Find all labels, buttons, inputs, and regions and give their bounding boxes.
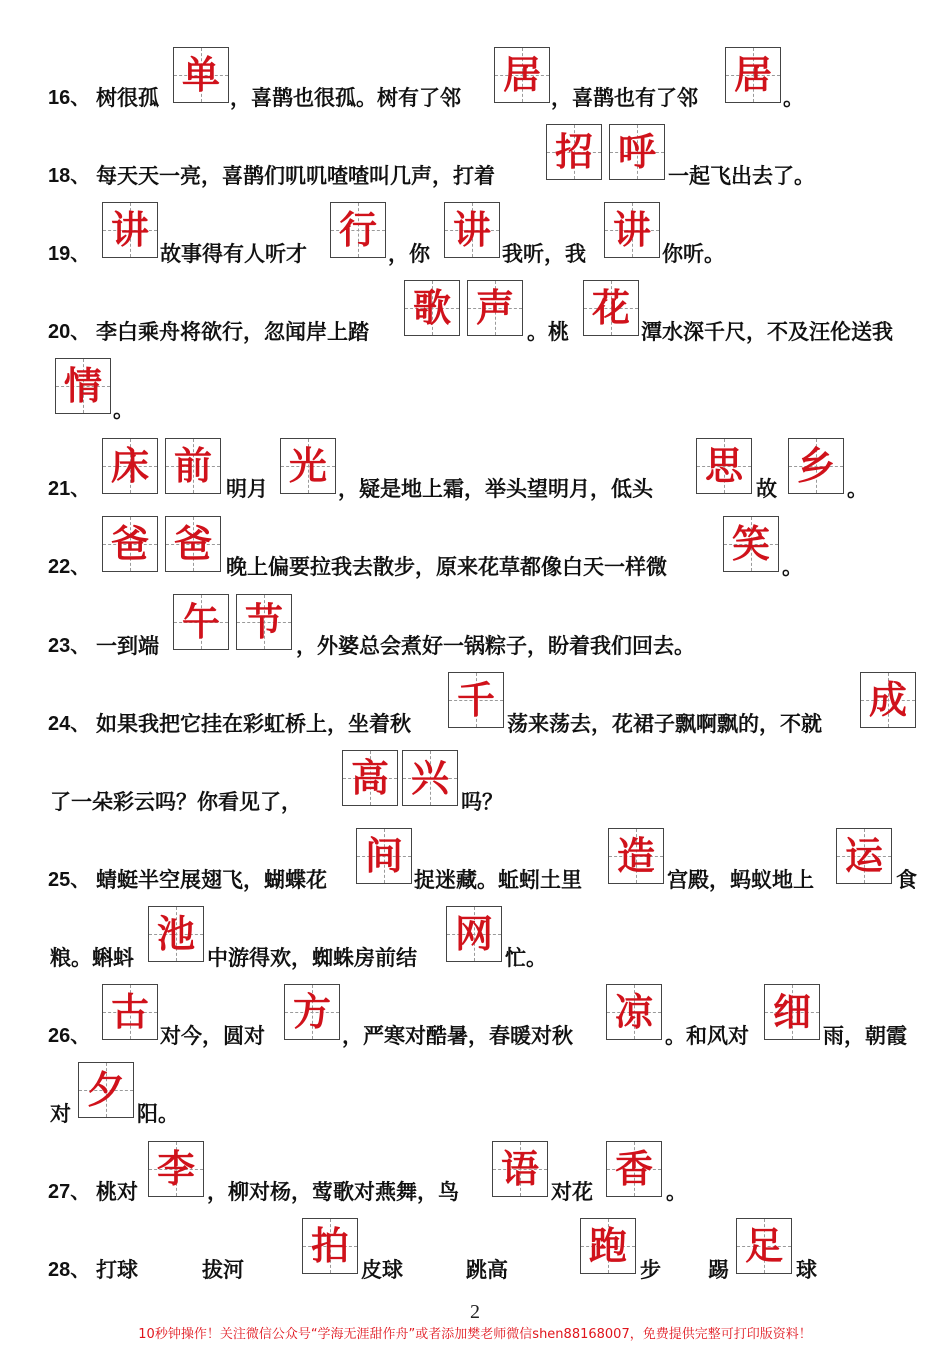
question-number: 27、 [48,1181,91,1203]
answer-character: 前 [173,443,212,488]
text: 。和风对 [665,1023,749,1048]
answer-character: 招 [554,129,593,174]
text: 。 [847,476,868,501]
answer-box [280,438,336,494]
page-number: 2 [470,1301,480,1323]
answer-box [78,1062,134,1118]
answer-box [494,47,550,103]
answer-character: 香 [614,1146,653,1191]
text: 阳。 [137,1101,179,1126]
answer-box [148,1141,204,1197]
answer-box [102,516,158,572]
answer-box [236,594,292,650]
answer-box [102,984,158,1040]
answer-character: 爸 [173,521,212,566]
answer-box [102,202,158,258]
answer-character: 花 [591,285,630,330]
text: 一起飞出去了。 [668,163,815,188]
answer-box [696,438,752,494]
answer-box [165,438,221,494]
answer-box [609,124,665,180]
answer-character: 语 [500,1146,539,1191]
answer-box [148,906,204,962]
text: 荡来荡去，花裙子飘啊飘的，不就 [507,711,822,736]
answer-character: 高 [350,755,389,800]
text: 每天天一亮，喜鹊们叽叽喳喳叫几声，打着 [96,163,495,188]
text: 皮球 [361,1257,403,1282]
text: 对花 [551,1179,593,1204]
text: 。 [666,1179,687,1204]
answer-character: 思 [704,443,743,488]
text: ，柳对杨，莺歌对燕舞，鸟 [207,1179,459,1204]
text: 。 [113,397,134,422]
text: ，你 [388,241,430,266]
question-number: 20、 [48,321,91,343]
text: 对 [50,1101,71,1126]
answer-box [444,202,500,258]
answer-character: 呼 [617,129,656,174]
text: ，严寒对酷暑，春暖对秋 [342,1023,573,1048]
text: 拔河 [202,1257,244,1282]
answer-box [604,202,660,258]
text: 对今，圆对 [160,1023,265,1048]
answer-character: 床 [110,443,149,488]
answer-box [402,750,458,806]
answer-character: 凉 [614,989,653,1034]
answer-box [165,516,221,572]
answer-box [606,1141,662,1197]
answer-character: 光 [288,443,327,488]
answer-box [836,828,892,884]
answer-box [356,828,412,884]
answer-character: 古 [110,989,149,1034]
answer-box [764,984,820,1040]
text: ，喜鹊也很孤。树有了邻 [230,85,461,110]
footer-notice: 10秒钟操作！关注微信公众号“学海无涯甜作舟”或者添加樊老师微信shen88168007，免费提供完整可打印版资料！ [138,1327,812,1342]
text: 步 [640,1257,661,1282]
text: ，外婆总会煮好一锅粽子，盼着我们回去。 [296,633,695,658]
answer-box [404,280,460,336]
answer-character: 节 [244,599,283,644]
answer-box [102,438,158,494]
question-number: 18、 [48,165,91,187]
text: 桃对 [96,1179,138,1204]
answer-box [302,1218,358,1274]
answer-character: 造 [616,833,655,878]
answer-character: 间 [364,833,403,878]
answer-character: 声 [475,285,514,330]
text: ，疑是地上霜，举头望明月，低头 [338,476,653,501]
answer-box [342,750,398,806]
answer-character: 居 [733,52,772,97]
text: 你听。 [662,241,725,266]
answer-box [736,1218,792,1274]
text: 宫殿，蚂蚁地上 [667,867,814,892]
answer-character: 单 [181,52,220,97]
text: 我听，我 [502,241,586,266]
text: 吗？ [461,789,503,814]
text: 打球 [96,1257,138,1282]
answer-box [173,594,229,650]
answer-character: 居 [502,52,541,97]
question-number: 25、 [48,869,91,891]
text: ，喜鹊也有了邻 [551,85,698,110]
answer-character: 拍 [310,1223,349,1268]
answer-character: 歌 [412,285,451,330]
text: 李白乘舟将欲行，忽闻岸上踏 [96,319,369,344]
text: 一到端 [96,633,159,658]
answer-box [446,906,502,962]
answer-box [606,984,662,1040]
answer-character: 运 [844,833,883,878]
question-number: 23、 [48,635,91,657]
text: 粮。蝌蚪 [50,945,134,970]
answer-box [546,124,602,180]
answer-box [788,438,844,494]
answer-character: 兴 [410,755,449,800]
answer-box [448,672,504,728]
answer-character: 讲 [612,207,651,252]
text: 潭水深千尺，不及汪伦送我 [641,319,893,344]
text: 踢 [708,1257,729,1282]
question-number: 28、 [48,1259,91,1281]
answer-box [284,984,340,1040]
text: 捉迷藏。蚯蚓土里 [414,867,582,892]
text: 球 [796,1257,817,1282]
question-number: 24、 [48,713,91,735]
answer-box [330,202,386,258]
answer-character: 讲 [110,207,149,252]
answer-box [583,280,639,336]
answer-character: 笑 [731,521,770,566]
text: 。桃 [527,319,569,344]
text: 中游得欢，蜘蛛房前结 [207,945,417,970]
answer-character: 乡 [796,443,835,488]
answer-character: 千 [456,677,495,722]
text: 晚上偏要拉我去散步，原来花草都像白天一样微 [226,554,667,579]
answer-character: 行 [338,207,377,252]
text: 。 [783,85,804,110]
answer-character: 跑 [588,1223,627,1268]
answer-character: 夕 [86,1067,125,1112]
text: 了一朵彩云吗？你看见了， [50,789,302,814]
answer-box [55,358,111,414]
text: 蜻蜓半空展翅飞，蝴蝶花 [96,867,327,892]
answer-character: 爸 [110,521,149,566]
answer-box [467,280,523,336]
question-number: 16、 [48,87,91,109]
question-number: 22、 [48,556,91,578]
text: 跳高 [466,1257,508,1282]
answer-box [723,516,779,572]
answer-box [608,828,664,884]
answer-character: 成 [868,677,907,722]
text: 雨，朝霞 [823,1023,907,1048]
text: 食 [896,867,917,892]
question-number: 19、 [48,243,91,265]
answer-character: 网 [454,911,493,956]
answer-character: 细 [772,989,811,1034]
text: 如果我把它挂在彩虹桥上，坐着秋 [96,711,411,736]
answer-character: 方 [292,989,331,1034]
answer-box [860,672,916,728]
question-number: 21、 [48,478,91,500]
answer-character: 池 [156,911,195,956]
answer-character: 足 [744,1223,783,1268]
text: 。 [782,554,803,579]
text: 树很孤 [96,85,159,110]
question-number: 26、 [48,1025,91,1047]
answer-character: 午 [181,599,220,644]
answer-box [580,1218,636,1274]
text: 故事得有人听才 [160,241,307,266]
text: 故 [756,476,777,501]
answer-box [173,47,229,103]
text: 忙。 [505,945,547,970]
answer-character: 情 [63,363,102,408]
answer-character: 讲 [452,207,491,252]
answer-box [725,47,781,103]
answer-box [492,1141,548,1197]
text: 明月 [226,476,268,501]
answer-character: 李 [156,1146,195,1191]
